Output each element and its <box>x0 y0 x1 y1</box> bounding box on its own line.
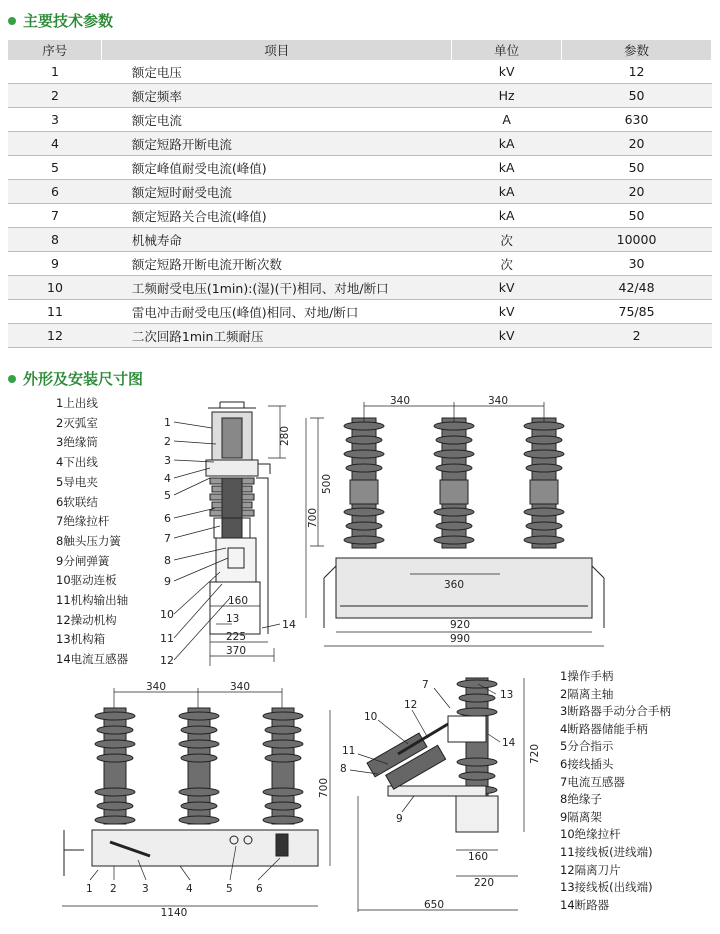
legend-item: 13接线板(出线端) <box>560 880 653 895</box>
ct-bracket <box>256 478 268 634</box>
cell-unit: kV <box>452 300 562 324</box>
dim-label: 990 <box>449 633 471 645</box>
insulating-rod <box>222 478 242 538</box>
inner-chamber <box>222 418 242 458</box>
legend-item: 5分合指示 <box>560 739 614 754</box>
legend-item: 2灭弧室 <box>56 415 98 430</box>
legend-item: 14电流互感器 <box>56 652 129 667</box>
base-frame <box>210 582 260 634</box>
callout-label: 12 <box>160 654 174 667</box>
cell-item: 额定电流 <box>102 108 452 132</box>
cell-value: 630 <box>562 108 712 132</box>
legend-item: 8绝缘子 <box>560 792 602 807</box>
legend-item: 12操动机构 <box>56 612 117 627</box>
isolator-frame <box>388 786 486 796</box>
cell-no: 9 <box>8 252 102 276</box>
callout-label: 4 <box>186 883 193 895</box>
legend-item: 11接线板(进线端) <box>560 844 653 859</box>
cell-item: 二次回路1min工频耐压 <box>102 324 452 348</box>
cell-item: 雷电冲击耐受电压(峰值)相同、对地/断口 <box>102 300 452 324</box>
cell-unit: kA <box>452 180 562 204</box>
callout-label: 4 <box>164 472 171 485</box>
cell-no: 3 <box>8 108 102 132</box>
callout-label: 1 <box>164 416 171 429</box>
table-row <box>8 300 712 324</box>
callout-label: 2 <box>110 883 117 895</box>
cell-no: 1 <box>8 60 102 84</box>
table-row <box>8 108 712 132</box>
breaker-box <box>456 796 498 832</box>
table-row <box>8 324 712 348</box>
legend-item: 5导电夹 <box>56 474 98 489</box>
callout-label: 9 <box>164 575 171 588</box>
legend-item: 10绝缘拉杆 <box>560 827 621 842</box>
table-row <box>8 276 712 300</box>
legend-item: 6软联结 <box>56 494 98 509</box>
legend-item: 2隔离主轴 <box>560 686 614 701</box>
cell-value: 50 <box>562 156 712 180</box>
legend-item: 12隔离刀片 <box>560 862 621 877</box>
callout-label: 13 <box>500 689 514 701</box>
plug-socket <box>276 834 288 856</box>
cell-item: 额定峰值耐受电流(峰值) <box>102 156 452 180</box>
legend-item: 4断路器储能手柄 <box>560 721 648 736</box>
cell-no: 7 <box>8 204 102 228</box>
dim-label: 360 <box>443 579 465 591</box>
legend-item: 7电流互感器 <box>560 774 625 789</box>
header-item: 项目 <box>102 40 452 60</box>
cell-item: 额定短路开断电流开断次数 <box>102 252 452 276</box>
cell-item: 额定电压 <box>102 60 452 84</box>
insulator-poles <box>95 708 303 824</box>
callout-label: 2 <box>164 435 171 448</box>
legend-item: 11机构输出轴 <box>56 593 129 608</box>
legend-item: 3断路器手动分合手柄 <box>560 704 671 719</box>
isolator-side-drawing <box>338 664 558 920</box>
header-value: 参数 <box>562 40 712 60</box>
main-insulator <box>448 678 497 796</box>
table-row <box>8 132 712 156</box>
callout-label: 11 <box>160 632 174 645</box>
table-row <box>8 84 712 108</box>
cell-no: 10 <box>8 276 102 300</box>
dim-label: 340 <box>487 396 509 407</box>
dim-label: 500 <box>321 473 333 495</box>
legend-item: 13机构箱 <box>56 632 106 647</box>
callout-label: 11 <box>342 745 356 757</box>
legend-item: 1上出线 <box>56 396 98 410</box>
cell-unit: Hz <box>452 84 562 108</box>
cell-no: 11 <box>8 300 102 324</box>
table-row <box>8 204 712 228</box>
callout-label: 3 <box>164 454 171 467</box>
cell-item: 额定频率 <box>102 84 452 108</box>
cell-unit: 次 <box>452 252 562 276</box>
callout-label: 14 <box>502 737 516 749</box>
callout-label: 8 <box>340 763 347 775</box>
cell-no: 5 <box>8 156 102 180</box>
cell-unit: kV <box>452 276 562 300</box>
cell-unit: kA <box>452 132 562 156</box>
callout-label: 9 <box>396 813 403 825</box>
cell-value: 50 <box>562 84 712 108</box>
cell-no: 12 <box>8 324 102 348</box>
dim-label: 370 <box>226 645 247 657</box>
callout-label: 10 <box>160 608 174 621</box>
cell-value: 75/85 <box>562 300 712 324</box>
dim-label: 280 <box>279 425 291 447</box>
cell-value: 50 <box>562 204 712 228</box>
legend-item: 14断路器 <box>560 897 610 912</box>
dim-label: 700 <box>318 777 330 799</box>
legend-item: 9分闸弹簧 <box>56 553 110 568</box>
dim-label: 920 <box>449 619 471 631</box>
callout-label: 6 <box>164 512 171 525</box>
insulator-poles <box>344 418 564 548</box>
legend-item: 4下出线 <box>56 455 98 470</box>
table-row <box>8 252 712 276</box>
dim-label: 340 <box>389 396 411 407</box>
callout-label: 7 <box>164 532 171 545</box>
dim-label: 340 <box>229 681 251 693</box>
legend-item: 8触头压力簧 <box>56 533 121 548</box>
cell-unit: 次 <box>452 228 562 252</box>
cell-unit: kV <box>452 60 562 84</box>
cell-item: 机械寿命 <box>102 228 452 252</box>
cell-unit: A <box>452 108 562 132</box>
section-title-specs: 主要技术参数 <box>8 10 113 31</box>
lower-terminal <box>206 460 258 476</box>
callout-label: 14 <box>282 618 296 631</box>
dim-label: 160 <box>228 595 249 607</box>
cell-unit: kV <box>452 324 562 348</box>
header-no: 序号 <box>8 40 102 60</box>
cell-item: 额定短时耐受电流 <box>102 180 452 204</box>
table-row <box>8 60 712 84</box>
cell-value: 10000 <box>562 228 712 252</box>
spec-table <box>8 40 712 348</box>
cell-unit: kA <box>452 156 562 180</box>
cell-value: 30 <box>562 252 712 276</box>
dim-label: 13 <box>226 613 240 625</box>
dim-label: 340 <box>145 681 167 693</box>
legend-item: 6接线插头 <box>560 756 614 771</box>
dim-label: 1140 <box>160 907 188 918</box>
top-terminal <box>208 402 256 408</box>
legend-item: 7绝缘拉杆 <box>56 514 110 529</box>
header-unit: 单位 <box>452 40 562 60</box>
legend-parts-side-view <box>56 394 128 670</box>
callout-label: 10 <box>364 711 378 723</box>
isolator-front-drawing <box>50 680 340 918</box>
dim-label: 700 <box>307 507 319 529</box>
dim-label: 220 <box>473 877 495 889</box>
cell-item: 额定短路开断电流 <box>102 132 452 156</box>
callout-label: 5 <box>164 489 171 502</box>
callout-label: 6 <box>256 883 263 895</box>
callout-label: 12 <box>404 699 418 711</box>
table-row <box>8 156 712 180</box>
legend-item: 1操作手柄 <box>560 669 614 683</box>
callout-label: 1 <box>86 883 93 895</box>
cell-value: 42/48 <box>562 276 712 300</box>
cell-value: 2 <box>562 324 712 348</box>
section-title-dimensions: 外形及安装尺寸图 <box>8 368 143 389</box>
cell-no: 6 <box>8 180 102 204</box>
cell-no: 2 <box>8 84 102 108</box>
dim-label: 160 <box>467 851 489 863</box>
dim-label: 720 <box>529 743 541 765</box>
legend-item: 3绝缘筒 <box>56 435 98 450</box>
legend-item: 9隔离架 <box>560 809 602 824</box>
operating-handle <box>64 830 84 876</box>
lead-line <box>258 464 270 474</box>
callout-label: 8 <box>164 554 171 567</box>
cell-item: 工频耐受电压(1min):(湿)(干)相同、对地/断口 <box>102 276 452 300</box>
cell-value: 20 <box>562 180 712 204</box>
cell-unit: kA <box>452 204 562 228</box>
callout-label: 3 <box>142 883 149 895</box>
side-section-drawing <box>150 398 310 668</box>
table-header-row <box>8 40 712 60</box>
dim-label: 650 <box>423 899 445 911</box>
cell-value: 12 <box>562 60 712 84</box>
callout-label: 5 <box>226 883 233 895</box>
bullet-icon <box>8 375 16 383</box>
front-view-drawing <box>300 396 612 654</box>
cell-no: 4 <box>8 132 102 156</box>
dim-label: 225 <box>226 631 247 643</box>
cell-item: 额定短路关合电流(峰值) <box>102 204 452 228</box>
table-row <box>8 180 712 204</box>
table-row <box>8 228 712 252</box>
mechanism-box <box>216 538 256 582</box>
legend-parts-isolator-view <box>560 668 671 914</box>
cell-no: 8 <box>8 228 102 252</box>
bullet-icon <box>8 17 16 25</box>
legend-item: 10驱动连板 <box>56 573 117 588</box>
cell-value: 20 <box>562 132 712 156</box>
callout-label: 7 <box>422 679 429 691</box>
